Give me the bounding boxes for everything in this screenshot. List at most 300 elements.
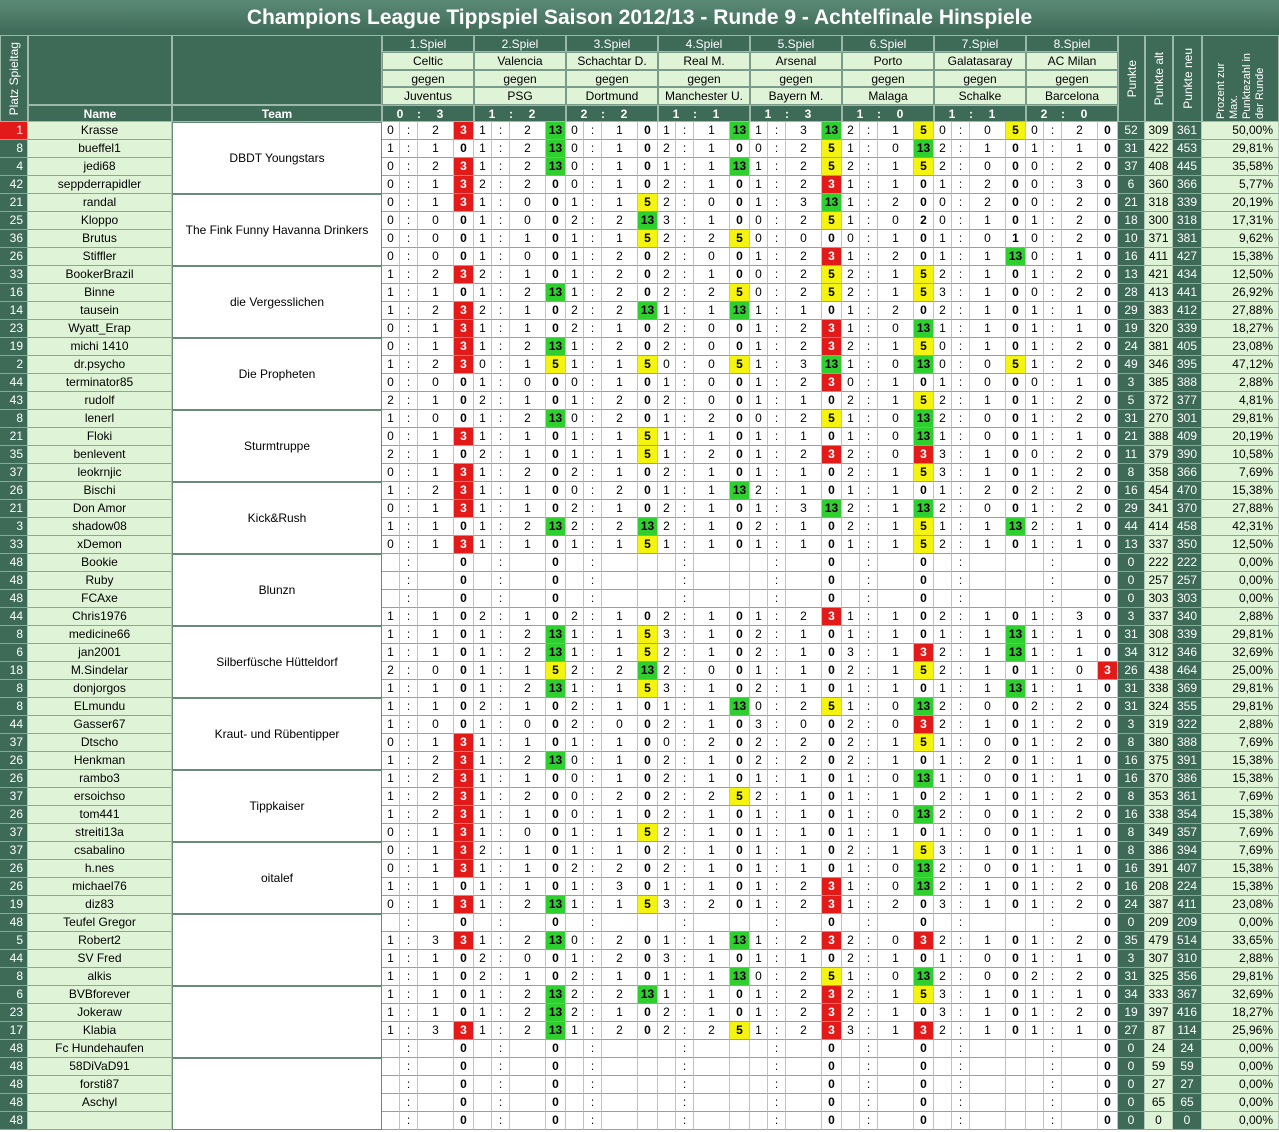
tip-away	[970, 1040, 1006, 1058]
tip-separator: :	[952, 644, 970, 662]
tip-home	[842, 1076, 860, 1094]
tip-home	[1026, 1040, 1044, 1058]
tip-points: 5	[914, 536, 934, 554]
punkte-alt-cell: 421	[1145, 266, 1173, 284]
prozent-cell: 15,38%	[1202, 482, 1279, 500]
tip-separator: :	[1044, 644, 1062, 662]
punkte-cell: 29	[1118, 302, 1145, 320]
punkte-alt-cell: 381	[1145, 338, 1173, 356]
tip-separator: :	[584, 824, 602, 842]
tip-points: 0	[1098, 230, 1118, 248]
player-name: Chris1976	[28, 608, 172, 626]
tip-separator: :	[584, 1040, 602, 1058]
tip-separator: :	[676, 788, 694, 806]
tip-home: 1	[566, 284, 584, 302]
tip-separator: :	[860, 248, 878, 266]
tip-separator: :	[952, 716, 970, 734]
tip-away: 2	[786, 878, 822, 896]
tip-home: 0	[474, 356, 492, 374]
tip-away: 3	[1062, 176, 1098, 194]
tip-points	[730, 590, 750, 608]
punkte-cell: 0	[1118, 1112, 1145, 1130]
tip-separator: :	[584, 644, 602, 662]
tip-home: 0	[382, 428, 400, 446]
tip-separator: :	[860, 860, 878, 878]
tip-separator: :	[400, 590, 418, 608]
tip-separator: :	[1044, 1022, 1062, 1040]
tip-points: 0	[822, 1040, 842, 1058]
tip-points: 0	[638, 698, 658, 716]
tip-separator: :	[676, 1040, 694, 1058]
game-result	[474, 105, 566, 122]
tip-home: 2	[658, 230, 676, 248]
tip-home	[474, 554, 492, 572]
tip-away: 1	[694, 698, 730, 716]
tip-separator: :	[1044, 572, 1062, 590]
tip-away: 3	[1062, 608, 1098, 626]
tip-points: 0	[822, 716, 842, 734]
tip-away: 2	[418, 302, 454, 320]
team-header: Team	[172, 105, 382, 122]
table-row	[0, 500, 1279, 518]
tip-separator: :	[1044, 1040, 1062, 1058]
tip-home: 1	[566, 248, 584, 266]
tip-away: 1	[970, 662, 1006, 680]
tip-separator: :	[1044, 302, 1062, 320]
tip-away: 1	[694, 212, 730, 230]
tip-separator: :	[400, 716, 418, 734]
tip-away: 2	[602, 482, 638, 500]
tip-home: 3	[934, 842, 952, 860]
punkte-neu-cell: 0	[1173, 1112, 1202, 1130]
tip-separator: :	[492, 284, 510, 302]
tip-away	[786, 1112, 822, 1130]
tip-separator: :	[952, 554, 970, 572]
tip-home	[382, 1094, 400, 1112]
prozent-cell: 26,92%	[1202, 284, 1279, 302]
tip-points: 0	[546, 446, 566, 464]
tip-home: 0	[1026, 194, 1044, 212]
tip-separator: :	[1044, 356, 1062, 374]
game-away-team: Juventus	[382, 87, 474, 105]
tip-away: 1	[418, 608, 454, 626]
tip-away: 2	[786, 158, 822, 176]
tip-home: 1	[750, 446, 768, 464]
tip-away: 1	[602, 428, 638, 446]
prozent-cell: 25,00%	[1202, 662, 1279, 680]
tip-separator: :	[492, 554, 510, 572]
tip-away: 1	[694, 752, 730, 770]
prozent-cell: 29,81%	[1202, 968, 1279, 986]
tip-separator: :	[400, 302, 418, 320]
tip-away: 0	[878, 356, 914, 374]
game-label: 1.Spiel	[382, 35, 474, 52]
tip-away: 0	[786, 230, 822, 248]
tip-separator: :	[400, 986, 418, 1004]
punkte-neu-cell: 381	[1173, 230, 1202, 248]
tip-points: 0	[1098, 626, 1118, 644]
tip-separator: :	[1044, 1004, 1062, 1022]
tip-separator: :	[400, 428, 418, 446]
tip-separator: :	[492, 392, 510, 410]
tip-points: 0	[822, 1058, 842, 1076]
tip-points	[730, 572, 750, 590]
player-name: ELmundu	[28, 698, 172, 716]
tip-separator: :	[492, 896, 510, 914]
player-name: Wyatt_Erap	[28, 320, 172, 338]
tip-home: 1	[842, 806, 860, 824]
tip-home: 0	[1026, 446, 1044, 464]
tip-separator: :	[952, 482, 970, 500]
tip-separator: :	[1044, 320, 1062, 338]
tip-away: 1	[418, 176, 454, 194]
tip-points: 5	[730, 788, 750, 806]
tip-points: 0	[1006, 338, 1026, 356]
table-row	[0, 140, 1279, 158]
tip-away: 1	[418, 338, 454, 356]
tip-home: 1	[842, 176, 860, 194]
tip-separator: :	[676, 716, 694, 734]
tip-points: 0	[638, 464, 658, 482]
tip-separator: :	[584, 914, 602, 932]
tip-away: 1	[694, 140, 730, 158]
tip-points: 0	[1098, 302, 1118, 320]
punkte-cell: 24	[1118, 338, 1145, 356]
prozent-cell: 0,00%	[1202, 1058, 1279, 1076]
tip-points: 0	[822, 788, 842, 806]
tip-points: 3	[914, 716, 934, 734]
tip-home: 2	[658, 752, 676, 770]
tip-separator: :	[768, 230, 786, 248]
tip-away	[694, 1076, 730, 1094]
tip-separator: :	[400, 572, 418, 590]
tip-separator: :	[676, 590, 694, 608]
game-label: 6.Spiel	[842, 35, 934, 52]
player-name: alkis	[28, 968, 172, 986]
tip-points	[638, 572, 658, 590]
platz-cell: 23	[0, 320, 28, 338]
tip-points: 3	[454, 806, 474, 824]
tip-separator: :	[400, 194, 418, 212]
tip-points: 13	[914, 698, 934, 716]
punkte-cell: 0	[1118, 1058, 1145, 1076]
tip-away	[1062, 554, 1098, 572]
tip-home: 1	[1026, 824, 1044, 842]
tip-points: 0	[822, 572, 842, 590]
punkte-neu-cell: 386	[1173, 770, 1202, 788]
tip-points: 0	[730, 518, 750, 536]
tip-away: 0	[970, 806, 1006, 824]
tip-home: 2	[934, 860, 952, 878]
player-name: Dtscho	[28, 734, 172, 752]
tip-separator: :	[952, 806, 970, 824]
table-row	[0, 824, 1279, 842]
tip-points: 5	[914, 158, 934, 176]
tip-home: 1	[382, 482, 400, 500]
tip-separator: :	[676, 338, 694, 356]
tip-points: 0	[914, 248, 934, 266]
punkte-neu-cell: 357	[1173, 824, 1202, 842]
punkte-cell: 24	[1118, 896, 1145, 914]
game-label: 3.Spiel	[566, 35, 658, 52]
tip-home: 1	[842, 968, 860, 986]
tip-points: 13	[638, 518, 658, 536]
tip-separator: :	[768, 878, 786, 896]
tip-away	[878, 590, 914, 608]
tip-home: 1	[658, 158, 676, 176]
tip-points: 0	[638, 176, 658, 194]
tip-away: 1	[878, 680, 914, 698]
tip-home: 0	[382, 176, 400, 194]
tip-separator: :	[860, 464, 878, 482]
tip-points: 0	[638, 482, 658, 500]
tip-home: 0	[1026, 176, 1044, 194]
tip-away: 2	[1062, 158, 1098, 176]
tip-home: 2	[934, 968, 952, 986]
tip-separator: :	[676, 626, 694, 644]
game-result	[1026, 105, 1118, 122]
table-row	[0, 482, 1279, 500]
tip-away: 1	[786, 464, 822, 482]
platz-cell: 5	[0, 932, 28, 950]
tip-away: 2	[786, 284, 822, 302]
tip-home: 1	[382, 1022, 400, 1040]
tip-separator: :	[492, 428, 510, 446]
punkte-alt-cell: 383	[1145, 302, 1173, 320]
tip-away: 2	[510, 626, 546, 644]
tip-separator: :	[676, 806, 694, 824]
tip-away: 1	[418, 446, 454, 464]
tip-away	[786, 590, 822, 608]
tip-away: 2	[1062, 464, 1098, 482]
punkte-alt-cell: 208	[1145, 878, 1173, 896]
tip-separator: :	[860, 158, 878, 176]
tip-away: 1	[878, 608, 914, 626]
tip-away: 1	[602, 374, 638, 392]
tip-points: 0	[1006, 824, 1026, 842]
punkte-neu-cell: 356	[1173, 968, 1202, 986]
game-gegen: gegen	[1026, 70, 1118, 87]
tip-points: 5	[546, 662, 566, 680]
tip-points: 0	[730, 626, 750, 644]
table-row	[0, 662, 1279, 680]
tip-separator: :	[492, 212, 510, 230]
tip-separator: :	[1044, 428, 1062, 446]
table-row	[0, 1058, 1279, 1076]
tip-points	[638, 1040, 658, 1058]
tip-away: 1	[970, 788, 1006, 806]
tip-home: 2	[566, 500, 584, 518]
tip-points: 0	[1098, 158, 1118, 176]
platz-cell: 44	[0, 374, 28, 392]
tip-separator: :	[1044, 1094, 1062, 1112]
tip-home: 1	[474, 410, 492, 428]
tip-points: 0	[914, 914, 934, 932]
tip-separator: :	[768, 446, 786, 464]
tip-separator: :	[676, 824, 694, 842]
tip-home: 1	[934, 428, 952, 446]
tip-separator: :	[492, 266, 510, 284]
tip-home: 3	[658, 680, 676, 698]
tip-separator: :	[768, 158, 786, 176]
tip-points: 0	[822, 644, 842, 662]
prozent-cell: 33,65%	[1202, 932, 1279, 950]
tip-away	[418, 1112, 454, 1130]
tip-away: 2	[1062, 338, 1098, 356]
tip-separator: :	[768, 932, 786, 950]
tip-points: 13	[914, 770, 934, 788]
tip-points: 13	[546, 1004, 566, 1022]
tip-separator: :	[952, 356, 970, 374]
tip-away: 1	[878, 752, 914, 770]
tip-away: 2	[510, 158, 546, 176]
team-name: Kraut- und Rübentipper	[172, 698, 382, 770]
tip-away: 2	[602, 266, 638, 284]
tip-separator: :	[492, 140, 510, 158]
tip-away: 1	[602, 626, 638, 644]
player-name: Fc Hundehaufen	[28, 1040, 172, 1058]
tip-away: 2	[418, 770, 454, 788]
tip-home: 2	[842, 950, 860, 968]
tip-separator: :	[400, 122, 418, 140]
table-row	[0, 626, 1279, 644]
tip-points: 0	[454, 1094, 474, 1112]
tip-separator: :	[952, 410, 970, 428]
tip-separator: :	[492, 356, 510, 374]
tip-separator: :	[584, 986, 602, 1004]
tip-home: 1	[750, 302, 768, 320]
tip-separator: :	[1044, 986, 1062, 1004]
tip-home: 1	[566, 680, 584, 698]
tip-home: 2	[842, 446, 860, 464]
table-row	[0, 806, 1279, 824]
tip-points: 0	[638, 266, 658, 284]
tip-away: 2	[786, 248, 822, 266]
tip-home: 1	[474, 374, 492, 392]
tip-separator: :	[1044, 734, 1062, 752]
tip-separator: :	[768, 1040, 786, 1058]
tip-separator: :	[768, 1004, 786, 1022]
tip-points: 0	[822, 302, 842, 320]
tip-away: 1	[510, 662, 546, 680]
punkte-neu-cell: 318	[1173, 212, 1202, 230]
tip-home	[934, 1076, 952, 1094]
punkte-cell: 0	[1118, 554, 1145, 572]
player-name: Teufel Gregor	[28, 914, 172, 932]
tip-away	[510, 1076, 546, 1094]
tip-away: 2	[510, 680, 546, 698]
tip-points: 0	[1098, 608, 1118, 626]
tip-home: 2	[474, 302, 492, 320]
tip-home	[842, 914, 860, 932]
tip-away: 3	[786, 122, 822, 140]
tip-points: 3	[822, 176, 842, 194]
tip-away: 1	[510, 302, 546, 320]
tip-home: 2	[750, 734, 768, 752]
game-label: 4.Spiel	[658, 35, 750, 52]
tip-points: 3	[454, 482, 474, 500]
tip-home: 1	[1026, 842, 1044, 860]
tip-separator: :	[584, 122, 602, 140]
tip-home: 0	[1026, 230, 1044, 248]
tip-away: 2	[510, 410, 546, 428]
tip-away: 1	[418, 626, 454, 644]
tip-separator: :	[860, 266, 878, 284]
tip-away: 1	[970, 986, 1006, 1004]
tip-separator: :	[400, 1076, 418, 1094]
tip-home: 2	[658, 662, 676, 680]
platz-cell: 26	[0, 878, 28, 896]
tip-away: 1	[510, 482, 546, 500]
tip-points: 0	[638, 392, 658, 410]
tip-home: 2	[842, 1004, 860, 1022]
tip-home: 1	[750, 320, 768, 338]
tip-away: 2	[602, 788, 638, 806]
player-name: Klabia	[28, 1022, 172, 1040]
tip-points: 13	[914, 968, 934, 986]
tip-home: 1	[1026, 752, 1044, 770]
tip-home: 2	[934, 788, 952, 806]
tip-points: 0	[546, 572, 566, 590]
result-home-goals: 1	[488, 107, 496, 121]
tip-home: 0	[382, 842, 400, 860]
tip-points: 5	[638, 428, 658, 446]
tip-separator: :	[1044, 176, 1062, 194]
punkte-neu-cell: 303	[1173, 590, 1202, 608]
tip-away: 2	[786, 1022, 822, 1040]
tip-separator: :	[1044, 806, 1062, 824]
tip-away: 1	[970, 464, 1006, 482]
tip-points: 0	[1098, 590, 1118, 608]
tip-away: 2	[694, 1022, 730, 1040]
tip-away: 2	[786, 896, 822, 914]
platz-cell: 19	[0, 338, 28, 356]
tip-points: 0	[1098, 500, 1118, 518]
tip-separator: :	[400, 644, 418, 662]
punkte-alt-cell: 454	[1145, 482, 1173, 500]
tip-separator: :	[584, 464, 602, 482]
table-row	[0, 410, 1279, 428]
tip-points: 0	[1098, 122, 1118, 140]
tip-separator: :	[676, 968, 694, 986]
tip-points: 0	[730, 734, 750, 752]
tip-away: 0	[418, 716, 454, 734]
table-row	[0, 338, 1279, 356]
tip-points: 0	[914, 752, 934, 770]
tip-away: 0	[510, 248, 546, 266]
tip-home: 1	[382, 932, 400, 950]
platz-header	[0, 35, 28, 122]
tip-home	[1026, 1112, 1044, 1130]
result-separator: :	[785, 107, 789, 121]
tip-away: 0	[970, 410, 1006, 428]
table-row	[0, 1076, 1279, 1094]
player-name: Gasser67	[28, 716, 172, 734]
platz-cell: 21	[0, 194, 28, 212]
tip-away	[970, 1112, 1006, 1130]
tip-points: 0	[914, 1058, 934, 1076]
tip-separator: :	[492, 158, 510, 176]
tip-away: 2	[786, 608, 822, 626]
tip-away: 2	[1062, 932, 1098, 950]
tip-home: 1	[1026, 608, 1044, 626]
tip-separator: :	[1044, 932, 1062, 950]
tip-away: 1	[878, 626, 914, 644]
player-name: dr.psycho	[28, 356, 172, 374]
tip-home: 1	[382, 680, 400, 698]
tip-points: 0	[1006, 1004, 1026, 1022]
tip-away: 2	[970, 194, 1006, 212]
